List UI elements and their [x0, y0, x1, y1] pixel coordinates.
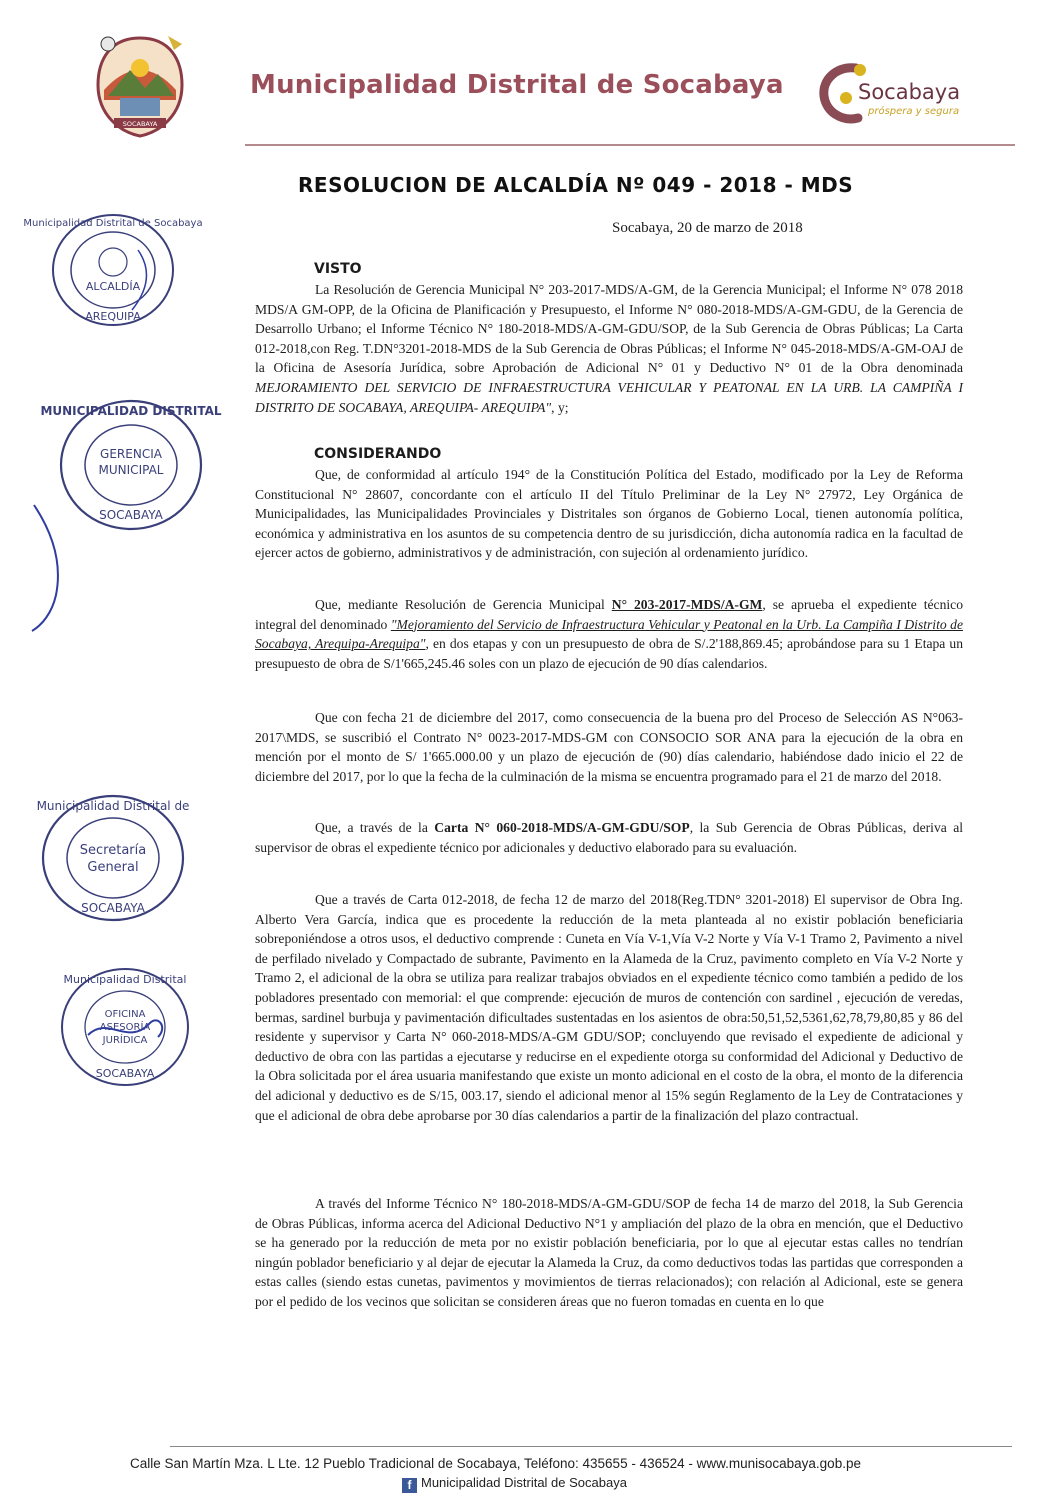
- stamp-3-center2: General: [87, 860, 139, 875]
- stamp-4-center3: JURÍDICA: [102, 1035, 148, 1046]
- p2-text-a: Que, mediante Resolución de Gerencia Municipal: [315, 597, 612, 612]
- visto-text: La Resolución de Gerencia Municipal N° 203-2017-MDS/A-GM, de la Gerencia Municipal; el Informe N° 078 2018 MDS/A GM-OPP, de la Oficina de Planificación y Presupuesto, el Informe N° 080-2018-MDS/A-GM-GDU, de la Gerencia de Desarrollo Urbano; el Informe Técnico N° 180-2018-MDS/A-GM-GDU/SOP, de la Sub Gerencia de Obras Públicas; La Carta 012-2018,con Reg. T.DN°3201-2018-MDS de la Sub Gerencia de Obras Públicas; el Informe N° 045-2018-MDS/A-GM-OAJ de la Oficina de Asesoría Jurídica, sobre Aprobación de Adicional N° 01 y Deductivo N° 01 de la Obra denominada: [255, 282, 963, 376]
- stamp-2-bottom: SOCABAYA: [99, 508, 163, 522]
- stamp-2-center1: GERENCIA: [100, 447, 162, 461]
- header-divider: [245, 144, 1015, 146]
- stamp-2-center2: MUNICIPAL: [98, 463, 164, 477]
- secretaria-general-stamp: [38, 790, 188, 930]
- brand-tagline: próspera y segura: [868, 106, 960, 117]
- alcaldia-stamp: [23, 210, 203, 335]
- stamp-4-center1: OFICINA: [104, 1009, 146, 1020]
- considerando-paragraph-5: Que a través de Carta 012-2018, de fecha 12 de marzo del 2018(Reg.TDN° 3201-2018) El supervisor de Obra Ing. Alberto Vera García, indica que es procedente la reducción de la meta planteada al no existir población beneficiaria sobreponiéndose a otros usos, el deductivo comprende : Cuneta en Vía V-1,Vía V-2 Norte y Vía V-1 Tramo 2, Pavimento a nivel de perfilado nivelado y Compactado de subrante, Pavimento en la Alameda de la Cruz, pavimento completo en Vía V-2 Norte y Tramo 2, el adicional de la obra se utiliza para realizar trabajos obviados en el expediente técnico como también a pedido de los pobladores presentado con memorial: el que comprende: ejecución de muros de contención con sardinel , ejecución de veredas, bermas, sardinel burbuja y pavimentación dificultades sustentadas en los asientos de obra:50,51,52,5361,62,78,79,80,85 y 86 del residente y supervisor y Carta N° 060-2018-MDS/A-GM GDU/SOP; concluyendo que revisado el expediente de adicional y deductivo de obra con las partidas a ejecutarse y reducirse en el expediente otorga su conformidad del Adicional y Deductivo de la Obra solicitada por el área usuaria manifestando que existe un monto adicional en el costo de la obra, el monto de la diferencia del adicional y deductivo es de S/15, 003.17, siendo el adicional menor al 15% según Reglamento de la Ley de Contrataciones y que el adicional de obra debe aprobarse por 30 días calendarios a partir de la finalización del plazo contractual.: [255, 892, 963, 1123]
- considerando-paragraph-2: [255, 595, 963, 673]
- stamp-4-bottom: SOCABAYA: [95, 1067, 155, 1080]
- municipality-title: Municipalidad Distrital de Socabaya: [250, 70, 784, 100]
- p4-text-b: , la Sub Gerencia de Obras Públicas, deriva al supervisor de obras el expediente técnico por adicionales y deductivo elaborado para su evaluación.: [255, 820, 964, 855]
- considerando-paragraph-3: Que con fecha 21 de diciembre del 2017, como consecuencia de la buena pro del Proceso de Selección AS N°063-2017\MDS, se suscribió el Contrato N° 0023-2017-MDS-GM con CONSOCIO SOR ANA para la ejecución de la obra en mención por el monto de S/ 1'665.000.00 y un plazo de ejecución de (90) días calendario, habiéndose dado inicio el 22 de diciembre del 2017, por lo que la fecha de la culminación de la misma se encuentra programado para el 21 de marzo del 2018.: [255, 710, 963, 784]
- p2-reference: N° 203-2017-MDS/A-GM: [611, 597, 763, 612]
- stamp-2-top: MUNICIPALIDAD DISTRITAL: [40, 404, 222, 418]
- p2-project-name: "Mejoramiento del Servicio de Infraestructura Vehicular y Peatonal en la Urb. La Campiña I Distrito de Socabaya, Arequipa-Arequipa": [255, 616, 963, 652]
- stamp-3-bottom: SOCABAYA: [81, 901, 145, 915]
- stamp-3-top: Municipalidad Distrital de: [36, 799, 190, 813]
- socabaya-brand-logo: [816, 58, 986, 128]
- stamp-1-center: ALCALDÍA: [85, 280, 141, 293]
- stamp-4-center2: ASESORÍA: [99, 1022, 151, 1033]
- brand-name: Socabaya: [858, 80, 961, 104]
- considerando-paragraph-6: A través del Informe Técnico N° 180-2018-MDS/A-GM-GDU/SOP de fecha 14 de marzo del 2018, la Sub Gerencia de Obras Públicas, informa acerca del Adicional Deductivo N°1 y ampliación del plazo de la obra en mención, que el Deductivo se ha generado por la reducción de meta por no existir población beneficiaria, por lo que al ejecutar estas calles no tendrían ningún poblador beneficiario y al dejar de ejecutar la Alameda la Cruz, da como deductivos todas las partidas que corresponden a estas calles (siendo estas cunetas, pavimentos y movimientos de tierras relacionados); con relación al Adicional, este se genera por el pedido de los vecinos que solicitan se consideren áreas que no fueron tomadas en cuenta en lo que: [255, 1196, 963, 1309]
- footer-social-label: Municipalidad Distrital de Socabaya: [421, 1475, 627, 1490]
- p4-reference: Carta N° 060-2018-MDS/A-GM-GDU/SOP: [434, 820, 690, 835]
- stamp-4-top: Municipalidad Distrital: [63, 973, 187, 986]
- considerando-heading: CONSIDERANDO: [314, 446, 442, 462]
- visto-heading: VISTO: [314, 261, 362, 277]
- stamp-1-top: Municipalidad Distrital de Socabaya: [23, 218, 203, 229]
- considerando-paragraph-4: [255, 818, 963, 857]
- p2-text-c: , en dos etapas y con un presupuesto de obra de S/.2'188,869.45; aprobándose para su 1 Etapa un presupuesto de obra de S/1'665,245.46 soles con un plazo de ejecución de 90 días calendarios.: [255, 636, 963, 671]
- municipality-crest-logo: [90, 30, 190, 140]
- stamp-3-center1: Secretaría: [79, 843, 147, 858]
- visto-tail: , y;: [551, 399, 569, 415]
- visto-project-name: MEJORAMIENTO DEL SERVICIO DE INFRAESTRUCTURA VEHICULAR Y PEATONAL EN LA URB. LA CAMPIÑA I DISTRITO DE SOCABAYA, AREQUIPA- AREQUIPA": [255, 379, 963, 415]
- resolution-title: RESOLUCION DE ALCALDÍA Nº 049 - 2018 - MDS: [298, 173, 854, 197]
- p4-text-a: Que, a través de la: [315, 820, 435, 835]
- footer-address: Calle San Martín Mza. L Lte. 12 Pueblo Tradicional de Socabaya, Teléfono: 435655 - 436524 - www.munisocabaya.gob.pe: [130, 1456, 861, 1471]
- footer-social: [402, 1475, 627, 1493]
- crest-label: SOCABAYA: [122, 120, 158, 128]
- stamp-1-bottom: AREQUIPA: [85, 310, 141, 323]
- asesoria-juridica-stamp: [58, 965, 193, 1095]
- signature-scribble: [26, 505, 86, 640]
- considerando-paragraph-1: Que, de conformidad al artículo 194° de la Constitución Política del Estado, modificado por la Ley de Reforma Constitucional N° 28607, concordante con el artículo II del Título Preliminar de la Ley N° 27972, Ley Orgánica de Municipalidades, las Municipalidades Provinciales y Distritales son órganos de Gobierno Local, tienen autonomía política, económica y administrativa en los asuntos de su competencia dentro de su jurisdicción, dicha autonomía radica en la facultad de ejercer actos de gobierno, administrativos y de administración, con sujeción al ordenamiento jurídico.: [255, 467, 963, 561]
- p2-text-b: , se aprueba el expediente técnico integral del denominado: [255, 597, 963, 632]
- visto-paragraph: [255, 280, 963, 417]
- resolution-date: Socabaya, 20 de marzo de 2018: [612, 220, 803, 236]
- facebook-icon: f: [402, 1478, 417, 1493]
- footer-divider: [170, 1446, 1012, 1447]
